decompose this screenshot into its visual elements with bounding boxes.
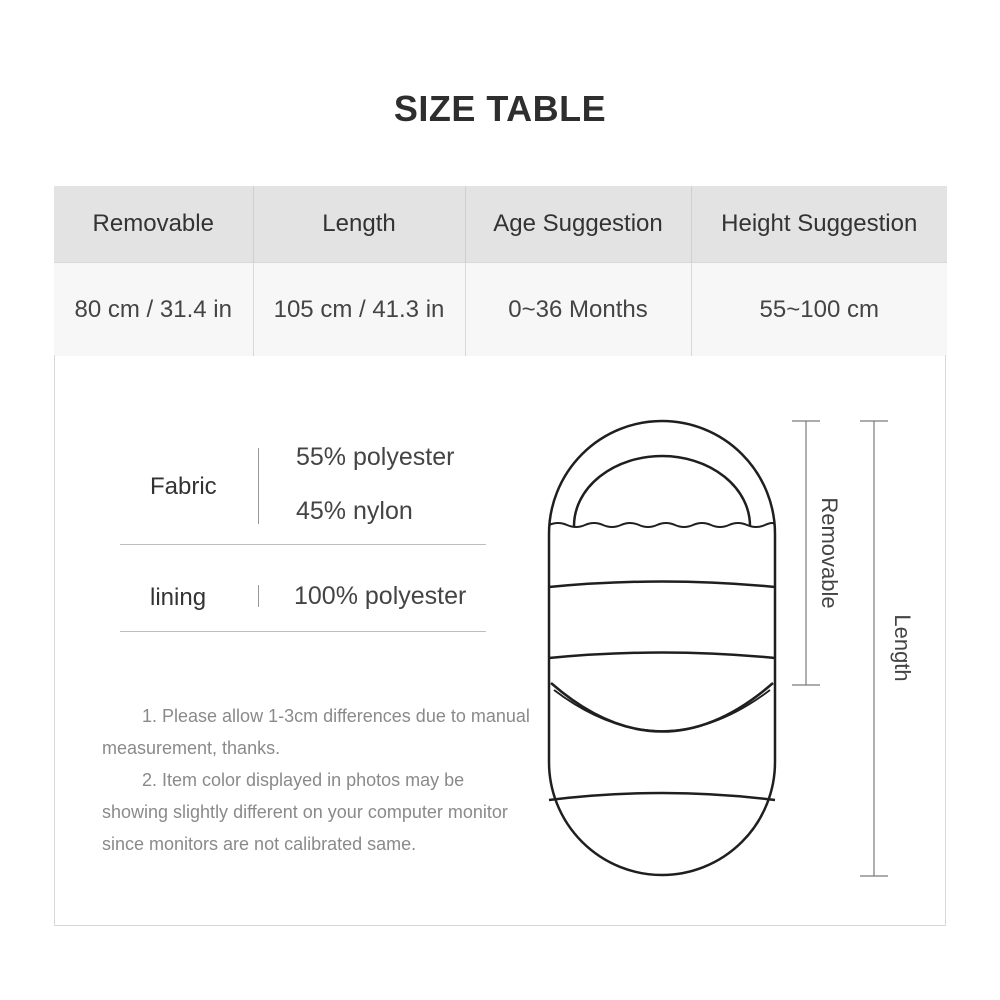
materials-bottom-rule — [120, 631, 486, 632]
length-dimension-label: Length — [890, 614, 915, 682]
sleeping-bag-diagram — [530, 400, 930, 900]
header-length: Length — [253, 186, 465, 263]
cell-removable: 80 cm / 31.4 in — [54, 263, 253, 357]
quilt-line-2 — [549, 653, 775, 659]
header-height-suggestion: Height Suggestion — [691, 186, 947, 263]
header-removable: Removable — [54, 186, 253, 263]
cell-height-suggestion: 55~100 cm — [691, 263, 947, 357]
fabric-divider — [258, 448, 259, 524]
cell-length: 105 cm / 41.3 in — [253, 263, 465, 357]
table-header-row — [54, 186, 947, 263]
page-title: SIZE TABLE — [393, 88, 607, 129]
quilt-line-3 — [549, 793, 775, 800]
header-age-suggestion: Age Suggestion — [465, 186, 691, 263]
lining-value: 100% polyester — [294, 582, 467, 610]
lining-label: lining — [150, 584, 207, 611]
note-2: 2. Item color displayed in photos may be showing slightly different on your computer monitor since monitors are not calibrated same. — [102, 770, 508, 854]
hood-opening — [574, 456, 750, 526]
table-row — [54, 263, 947, 357]
notes — [102, 700, 532, 860]
fabric-label: Fabric — [150, 473, 217, 500]
lining-divider — [258, 585, 259, 607]
materials-separator — [120, 544, 486, 545]
quilt-line-1 — [549, 582, 775, 588]
size-table — [54, 186, 947, 356]
note-1: 1. Please allow 1-3cm differences due to manual measurement, thanks. — [102, 706, 530, 758]
fabric-value-1: 55% polyester — [296, 443, 455, 471]
hood-wave-edge — [549, 523, 775, 527]
zipper-curve-inner — [554, 690, 770, 731]
zipper-curve-outer — [551, 683, 773, 732]
fabric-value-2: 45% nylon — [296, 497, 413, 525]
removable-dimension-label: Removable — [817, 497, 842, 609]
bag-outline — [549, 421, 775, 875]
cell-age-suggestion: 0~36 Months — [465, 263, 691, 357]
